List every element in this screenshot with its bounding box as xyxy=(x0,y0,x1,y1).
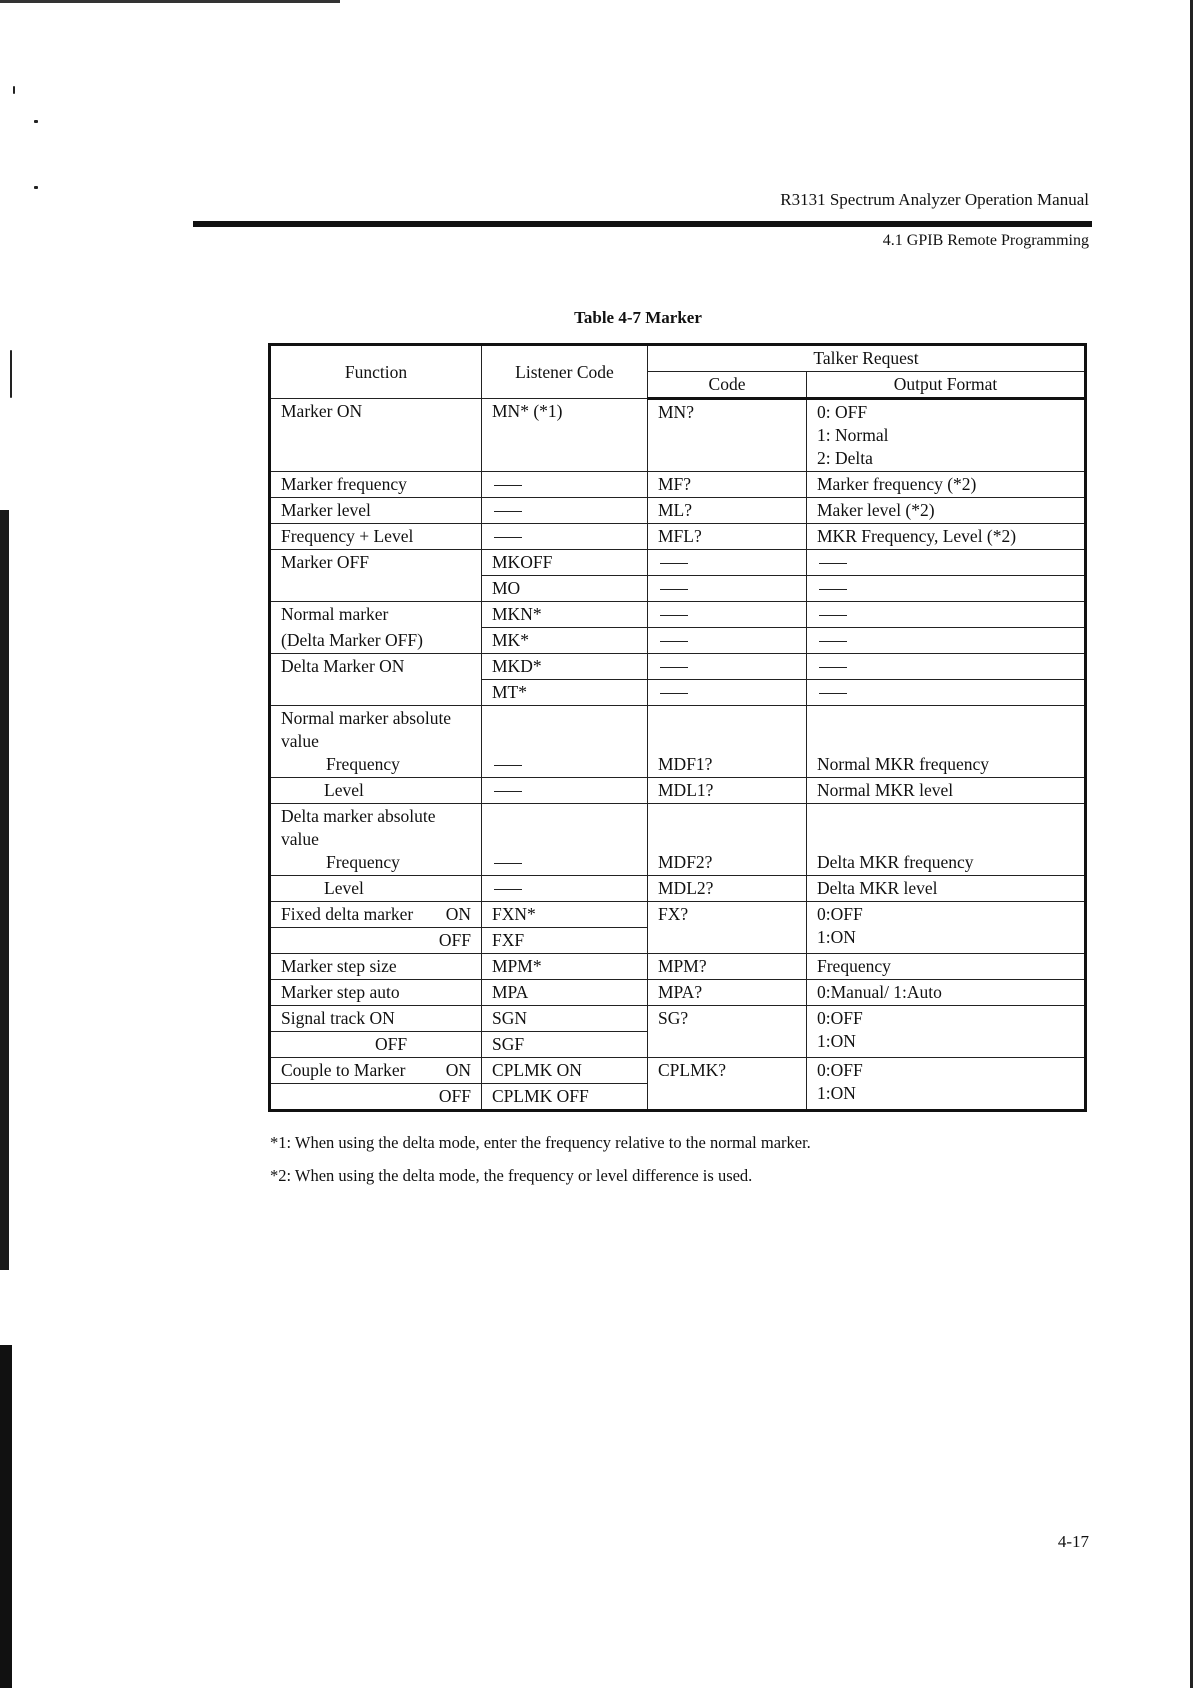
cell-code xyxy=(648,602,807,628)
cell-listener: SGF xyxy=(482,1032,648,1058)
cell-function xyxy=(270,1058,482,1084)
cell-code: MDL2? xyxy=(648,876,807,902)
function-sub-frequency: Frequency xyxy=(326,754,400,774)
cell-function: Marker level xyxy=(270,498,482,524)
cell-listener xyxy=(482,778,648,804)
cell-output: 0:Manual/ 1:Auto xyxy=(807,980,1086,1006)
cell-listener xyxy=(482,804,648,876)
cell-listener xyxy=(482,498,648,524)
cell-code: CPLMK? xyxy=(648,1058,807,1111)
output-line: 1:ON xyxy=(817,1083,856,1103)
cell-listener: FXF xyxy=(482,928,648,954)
cell-output xyxy=(807,628,1086,654)
function-line: Delta marker absolute xyxy=(281,806,436,826)
cell-code: SG? xyxy=(648,1006,807,1058)
cell-function xyxy=(270,804,482,876)
dash-mark xyxy=(819,641,847,642)
scan-speck xyxy=(34,186,38,189)
cell-function: Marker ON xyxy=(270,399,482,472)
function-line: value xyxy=(281,829,319,849)
cell-function xyxy=(270,902,482,928)
dash-mark xyxy=(494,765,522,766)
cell-code: MF? xyxy=(648,472,807,498)
cell-output: Marker frequency (*2) xyxy=(807,472,1086,498)
cell-output: Maker level (*2) xyxy=(807,498,1086,524)
cell-listener: MPM* xyxy=(482,954,648,980)
cell-listener: MKOFF xyxy=(482,550,648,576)
cell-output: Frequency xyxy=(807,954,1086,980)
marker-table xyxy=(268,343,1087,1112)
table-row xyxy=(270,980,1086,1006)
table-row xyxy=(270,804,1086,876)
cell-output: Delta MKR frequency xyxy=(807,804,1086,876)
output-line: 0: OFF xyxy=(817,402,868,422)
function-on: ON xyxy=(445,1060,471,1080)
cell-function: Marker frequency xyxy=(270,472,482,498)
cell-listener: MN* (*1) xyxy=(482,399,648,472)
cell-code: MN? xyxy=(648,399,807,472)
scan-edge-left-lower xyxy=(0,1345,12,1688)
table-row xyxy=(270,524,1086,550)
dash-mark xyxy=(494,863,522,864)
page-number: 4-17 xyxy=(1057,1532,1089,1551)
scan-edge-top xyxy=(0,0,340,3)
table-row xyxy=(270,654,1086,680)
cell-output xyxy=(807,1006,1086,1058)
dash-mark xyxy=(819,589,847,590)
cell-code: FX? xyxy=(648,902,807,954)
dash-mark xyxy=(660,641,688,642)
table-row xyxy=(270,954,1086,980)
cell-output: MKR Frequency, Level (*2) xyxy=(807,524,1086,550)
cell-code xyxy=(648,654,807,680)
cell-listener xyxy=(482,876,648,902)
header-code: Code xyxy=(648,372,807,399)
cell-listener: MPA xyxy=(482,980,648,1006)
cell-output xyxy=(807,654,1086,680)
function-sub-level: Level xyxy=(270,778,482,804)
cell-output xyxy=(807,1058,1086,1111)
table-row xyxy=(270,1058,1086,1084)
function-off: OFF xyxy=(270,1032,482,1058)
table-row xyxy=(270,706,1086,778)
scan-edge-right xyxy=(1190,0,1193,1688)
dash-mark xyxy=(819,693,847,694)
output-line: 0:OFF xyxy=(817,904,863,924)
function-line: value xyxy=(281,731,319,751)
cell-function: Signal track ON xyxy=(270,1006,482,1032)
scan-speck xyxy=(13,86,15,94)
dash-mark xyxy=(494,485,522,486)
cell-code xyxy=(648,680,807,706)
function-off: OFF xyxy=(270,1084,482,1111)
header-rule xyxy=(193,221,1092,227)
function-sub-level: Level xyxy=(270,876,482,902)
cell-function: Marker OFF xyxy=(270,550,482,602)
dash-mark xyxy=(494,889,522,890)
header-talker: Talker Request xyxy=(648,345,1086,372)
cell-code: MDF2? xyxy=(648,804,807,876)
output-line: 1: Normal xyxy=(817,425,889,445)
cell-output xyxy=(807,680,1086,706)
cell-output: Delta MKR level xyxy=(807,876,1086,902)
cell-listener: MKN* xyxy=(482,602,648,628)
dash-mark xyxy=(494,791,522,792)
cell-listener: MK* xyxy=(482,628,648,654)
cell-function: Marker step auto xyxy=(270,980,482,1006)
dash-mark xyxy=(819,615,847,616)
cell-code xyxy=(648,628,807,654)
function-label: Couple to Marker xyxy=(281,1060,406,1080)
output-line: 1:ON xyxy=(817,927,856,947)
header-function: Function xyxy=(270,345,482,399)
scan-speck xyxy=(10,350,12,398)
cell-function: Normal marker xyxy=(270,602,482,628)
table-header-row xyxy=(270,345,1086,372)
cell-code: MPM? xyxy=(648,954,807,980)
cell-code: MDF1? xyxy=(648,706,807,778)
table-row xyxy=(270,778,1086,804)
cell-output xyxy=(807,550,1086,576)
dash-mark xyxy=(494,537,522,538)
function-sub-frequency: Frequency xyxy=(326,852,400,872)
dash-mark xyxy=(819,563,847,564)
footnote-1: *1: When using the delta mode, enter the frequency relative to the normal marker. xyxy=(270,1133,811,1152)
cell-code xyxy=(648,550,807,576)
cell-listener: CPLMK OFF xyxy=(482,1084,648,1111)
dash-mark xyxy=(660,563,688,564)
cell-code: MFL? xyxy=(648,524,807,550)
table-row xyxy=(270,628,1086,654)
function-off: OFF xyxy=(270,928,482,954)
cell-listener xyxy=(482,472,648,498)
output-line: 2: Delta xyxy=(817,448,873,468)
cell-listener xyxy=(482,706,648,778)
dash-mark xyxy=(494,511,522,512)
cell-listener: CPLMK ON xyxy=(482,1058,648,1084)
output-line: 0:OFF xyxy=(817,1060,863,1080)
table-row xyxy=(270,498,1086,524)
dash-mark xyxy=(660,615,688,616)
cell-listener: MO xyxy=(482,576,648,602)
cell-output xyxy=(807,399,1086,472)
cell-output xyxy=(807,902,1086,954)
dash-mark xyxy=(660,667,688,668)
cell-listener: FXN* xyxy=(482,902,648,928)
cell-listener: MT* xyxy=(482,680,648,706)
cell-code: MPA? xyxy=(648,980,807,1006)
cell-output: Normal MKR level xyxy=(807,778,1086,804)
cell-listener: MKD* xyxy=(482,654,648,680)
cell-listener: SGN xyxy=(482,1006,648,1032)
function-line: Normal marker absolute xyxy=(281,708,452,728)
cell-code: ML? xyxy=(648,498,807,524)
section-title: 4.1 GPIB Remote Programming xyxy=(882,232,1089,249)
cell-listener xyxy=(482,524,648,550)
cell-code xyxy=(648,576,807,602)
cell-function: Marker step size xyxy=(270,954,482,980)
table-row xyxy=(270,876,1086,902)
dash-mark xyxy=(660,693,688,694)
footnote-2: *2: When using the delta mode, the frequency or level difference is used. xyxy=(270,1166,753,1185)
table-row xyxy=(270,1006,1086,1032)
dash-mark xyxy=(819,667,847,668)
table-row xyxy=(270,902,1086,928)
function-on: ON xyxy=(445,904,471,924)
scan-edge-left-upper xyxy=(0,510,9,1270)
table-row xyxy=(270,550,1086,576)
scan-speck xyxy=(34,120,38,123)
output-line: 1:ON xyxy=(817,1031,856,1051)
table-row xyxy=(270,472,1086,498)
cell-function xyxy=(270,706,482,778)
table-row xyxy=(270,399,1086,472)
table-caption: Table 4-7 Marker xyxy=(574,308,702,327)
function-label: Fixed delta marker xyxy=(281,904,414,924)
cell-code: MDL1? xyxy=(648,778,807,804)
table-row xyxy=(270,602,1086,628)
header-output: Output Format xyxy=(807,372,1086,399)
cell-output xyxy=(807,602,1086,628)
cell-output xyxy=(807,576,1086,602)
cell-function: Delta Marker ON xyxy=(270,654,482,706)
cell-output: Normal MKR frequency xyxy=(807,706,1086,778)
output-line: 0:OFF xyxy=(817,1008,863,1028)
header-listener: Listener Code xyxy=(482,345,648,399)
cell-function: (Delta Marker OFF) xyxy=(270,628,482,654)
manual-title: R3131 Spectrum Analyzer Operation Manual xyxy=(780,190,1089,209)
cell-function: Frequency + Level xyxy=(270,524,482,550)
dash-mark xyxy=(660,589,688,590)
